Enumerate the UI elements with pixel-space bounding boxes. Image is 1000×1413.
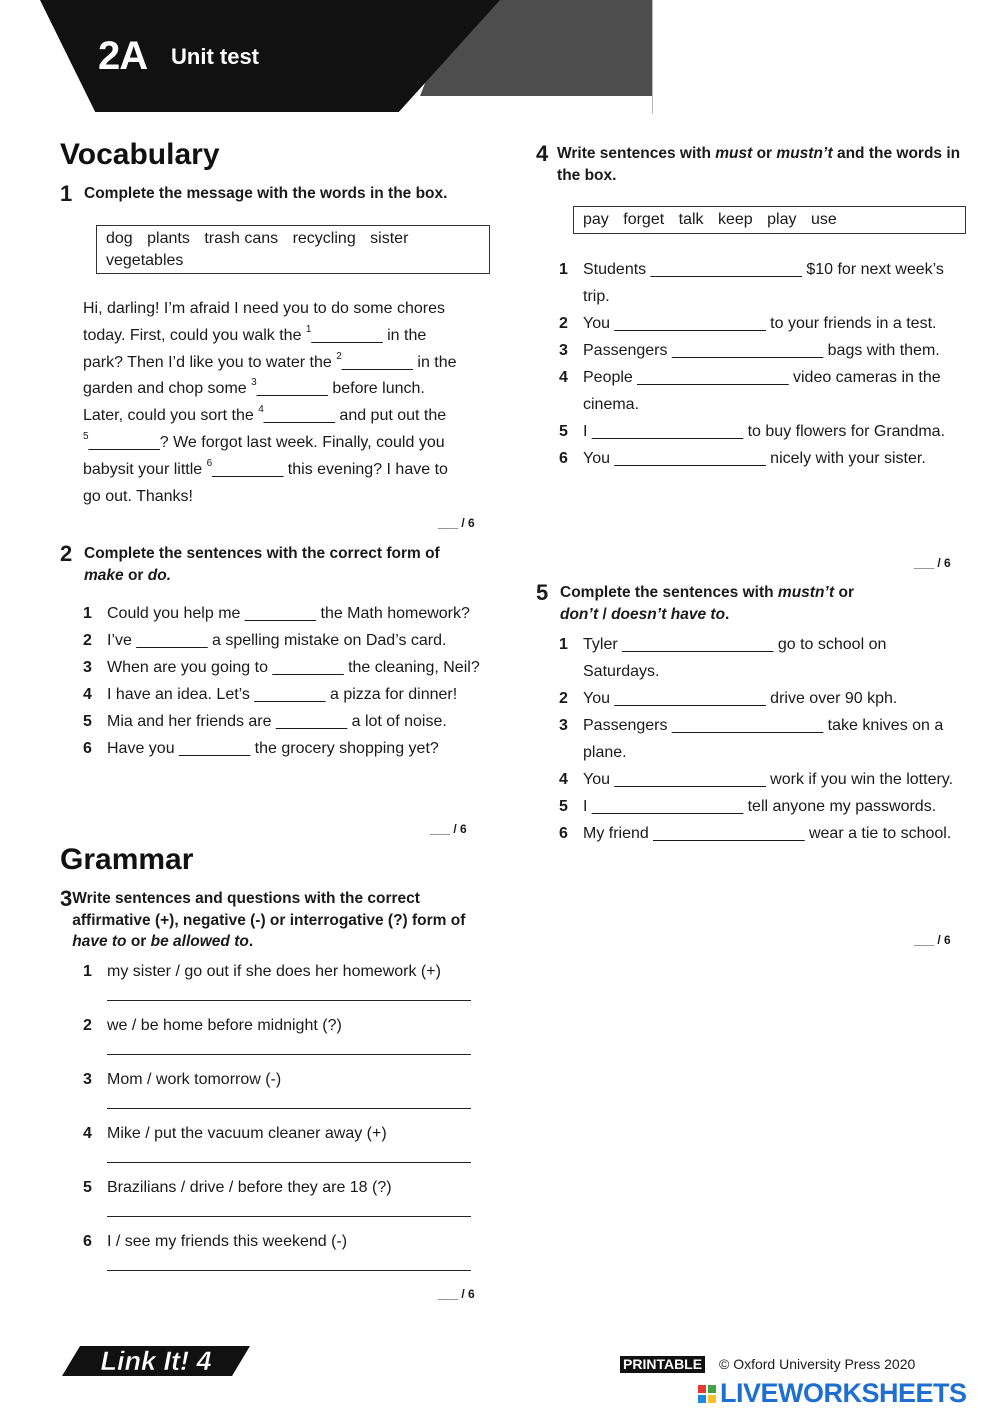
item-text[interactable]: Tyler _________________ go to school on Saturdays. bbox=[583, 636, 887, 680]
list-item: 5 I _________________ to buy flowers for Grandma. bbox=[559, 418, 957, 445]
exercise-1-header bbox=[60, 183, 490, 205]
list-item: 6 My friend _________________ wear a tie to school. bbox=[559, 820, 957, 847]
item-text[interactable]: I have an idea. Let’s ________ a pizza for dinner! bbox=[107, 686, 458, 703]
list-item: 5 Mia and her friends are ________ a lot of noise. bbox=[83, 708, 483, 735]
section-vocabulary: Vocabulary bbox=[60, 138, 220, 171]
list-item: 5 I _________________ tell anyone my passwords. bbox=[559, 793, 957, 820]
prompt-text: Mike / put the vacuum cleaner away (+) bbox=[107, 1125, 387, 1142]
answer-line[interactable] bbox=[107, 1270, 471, 1271]
copyright: © Oxford University Press 2020 bbox=[719, 1356, 916, 1372]
brand-text: LIVEWORKSHEETS bbox=[720, 1378, 967, 1408]
prompt-text: I / see my friends this weekend (-) bbox=[107, 1233, 348, 1250]
item-text[interactable]: When are you going to ________ the cleaning, Neil? bbox=[107, 659, 480, 676]
exercise-number: 3 bbox=[60, 886, 73, 911]
message-text bbox=[83, 296, 483, 510]
message-line: Later, could you sort the $^4$________ and put out the bbox=[83, 404, 447, 425]
list-item: 2 we / be home before midnight (?) bbox=[83, 1016, 483, 1070]
score-ex2: ___ / 6 bbox=[430, 822, 467, 836]
message-line: $^5$________? We forgot last week. Finally, could you bbox=[83, 430, 445, 451]
prompt-text: we / be home before midnight (?) bbox=[107, 1017, 342, 1034]
word-box-item: trash cans bbox=[204, 230, 279, 247]
word-box-item: play bbox=[767, 211, 797, 228]
answer-line[interactable] bbox=[107, 1000, 471, 1001]
item-text[interactable]: My friend _________________ wear a tie to school. bbox=[583, 825, 952, 842]
score-ex1: ___ / 6 bbox=[438, 516, 475, 530]
item-text[interactable]: Could you help me ________ the Math homework? bbox=[107, 605, 470, 622]
exercise-number: 1 bbox=[60, 181, 73, 206]
item-text[interactable]: You _________________ to your friends in a test. bbox=[583, 315, 937, 332]
list-item: 1 Students _________________ $10 for next week’s trip. bbox=[559, 256, 957, 310]
word-box-item: keep bbox=[717, 211, 753, 228]
list-item: 2 I’ve ________ a spelling mistake on Dad’s card. bbox=[83, 627, 483, 654]
list-item: 3 Mom / work tomorrow (-) bbox=[83, 1070, 483, 1124]
liveworksheets-brand bbox=[698, 1378, 967, 1409]
gap-5[interactable]: ________? We forgot last week. Finally, could you bbox=[88, 433, 445, 451]
word-box-item: recycling bbox=[292, 230, 356, 247]
word-box-4 bbox=[573, 206, 966, 234]
exercise-number: 5 bbox=[536, 580, 549, 605]
answer-line[interactable] bbox=[107, 1162, 471, 1163]
list-item: 4 You _________________ work if you win the lottery. bbox=[559, 766, 957, 793]
item-text[interactable]: Have you ________ the grocery shopping yet? bbox=[107, 740, 439, 757]
list-item: 3 When are you going to ________ the cleaning, Neil? bbox=[83, 654, 483, 681]
score-ex5: ___ / 6 bbox=[914, 933, 951, 947]
list-item: 6 Have you ________ the grocery shopping yet? bbox=[83, 735, 483, 762]
list-item: 1 Could you help me ________ the Math homework? bbox=[83, 600, 483, 627]
exercise-5-header bbox=[536, 582, 966, 625]
list-item: 6 You _________________ nicely with your sister. bbox=[559, 445, 957, 472]
exercise-2-items bbox=[83, 600, 483, 762]
message-line: babysit your little $^6$________ this evening? I have to bbox=[83, 457, 448, 478]
exercise-5-items bbox=[559, 631, 957, 847]
answer-line[interactable] bbox=[107, 1216, 471, 1217]
message-line: garden and chop some $^3$________ before lunch. bbox=[83, 377, 425, 398]
gap-3[interactable]: ________ before lunch. bbox=[256, 380, 425, 398]
word-box-item: pay bbox=[583, 211, 609, 228]
prompt-text: my sister / go out if she does her homework (+) bbox=[107, 963, 441, 980]
exercise-3-items bbox=[83, 962, 483, 1286]
item-text[interactable]: Passengers _________________ take knives on a plane. bbox=[583, 717, 944, 761]
exercise-number: 2 bbox=[60, 541, 73, 566]
word-box-1 bbox=[96, 225, 490, 274]
brand-grid-icon bbox=[698, 1385, 716, 1403]
item-text[interactable]: You _________________ nicely with your sister. bbox=[583, 450, 926, 467]
gap-6[interactable]: ________ this evening? I have to bbox=[212, 460, 448, 478]
answer-line[interactable] bbox=[107, 1054, 471, 1055]
prompt-text: Mom / work tomorrow (-) bbox=[107, 1071, 282, 1088]
exercise-instruction: Complete the message with the words in the box. bbox=[84, 185, 448, 202]
page-title: Unit test bbox=[171, 44, 259, 69]
exercise-number: 4 bbox=[536, 141, 549, 166]
item-text[interactable]: People _________________ video cameras in the cinema. bbox=[583, 369, 941, 413]
list-item: 3 Passengers _________________ take knives on a plane. bbox=[559, 712, 957, 766]
exercise-2-header bbox=[60, 543, 490, 586]
word-box-item: talk bbox=[678, 211, 704, 228]
exercise-4-header bbox=[536, 143, 966, 186]
message-line: go out. Thanks! bbox=[83, 487, 193, 505]
list-item: 5 Brazilians / drive / before they are 18 (?) bbox=[83, 1178, 483, 1232]
word-box-item: forget bbox=[623, 211, 665, 228]
exercise-4-items bbox=[559, 256, 957, 472]
word-box-item: sister bbox=[370, 230, 409, 247]
list-item: 1 my sister / go out if she does her homework (+) bbox=[83, 962, 483, 1016]
exercise-3-header bbox=[60, 888, 480, 953]
link-it-logo bbox=[62, 1338, 250, 1380]
item-text[interactable]: I’ve ________ a spelling mistake on Dad’s card. bbox=[107, 632, 447, 649]
list-item: 1 Tyler _________________ go to school on Saturdays. bbox=[559, 631, 957, 685]
prompt-text: Brazilians / drive / before they are 18 (?) bbox=[107, 1179, 392, 1196]
printable-badge: PRINTABLE bbox=[620, 1356, 705, 1373]
exercise-instruction: Write sentences with must or mustn’t and the words in the box. bbox=[557, 145, 961, 184]
gap-4[interactable]: ________ and put out the bbox=[263, 407, 447, 425]
word-box-item: plants bbox=[147, 230, 190, 247]
list-item: 6 I / see my friends this weekend (-) bbox=[83, 1232, 483, 1286]
item-text[interactable]: You _________________ work if you win the lottery. bbox=[583, 771, 954, 788]
item-text[interactable]: I _________________ to buy flowers for Grandma. bbox=[583, 423, 946, 440]
message-line: Hi, darling! I’m afraid I need you to do some chores bbox=[83, 300, 445, 317]
item-text[interactable]: I _________________ tell anyone my passwords. bbox=[583, 798, 937, 815]
word-box-item: use bbox=[810, 211, 837, 228]
gap-1[interactable]: ________ in the bbox=[311, 326, 427, 344]
list-item: 2 You _________________ to your friends in a test. bbox=[559, 310, 957, 337]
word-box-item: dog bbox=[106, 230, 133, 247]
message-line: today. First, could you walk the $^1$________ in the bbox=[83, 323, 427, 344]
score-ex4: ___ / 6 bbox=[914, 556, 951, 570]
logo-text: Link It! 4 bbox=[100, 1346, 212, 1376]
exercise-instruction: Complete the sentences with the correct form of make or do. bbox=[84, 545, 440, 584]
word-box-item: vegetables bbox=[106, 252, 184, 269]
unit-code: 2A bbox=[98, 34, 148, 78]
answer-line[interactable] bbox=[107, 1108, 471, 1109]
message-line: park? Then I’d like you to water the $^2$________ in the bbox=[83, 350, 457, 371]
item-text[interactable]: Students _________________ $10 for next week’s trip. bbox=[583, 261, 944, 305]
list-item: 4 People _________________ video cameras in the cinema. bbox=[559, 364, 957, 418]
section-grammar: Grammar bbox=[60, 843, 194, 876]
item-text[interactable]: Mia and her friends are ________ a lot of noise. bbox=[107, 713, 447, 730]
exercise-instruction: Complete the sentences with mustn’t or don’t / doesn’t have to. bbox=[560, 584, 854, 623]
exercise-instruction: Write sentences and questions with the correct affirmative (+), negative (-) or interrogative (?) form of have to or be allowed to. bbox=[72, 890, 466, 950]
gap-2[interactable]: ________ in the bbox=[341, 353, 457, 371]
score-ex3: ___ / 6 bbox=[438, 1287, 475, 1301]
header-divider bbox=[652, 0, 653, 114]
item-text[interactable]: You _________________ drive over 90 kph. bbox=[583, 690, 898, 707]
item-text[interactable]: Passengers _________________ bags with them. bbox=[583, 342, 940, 359]
list-item: 4 Mike / put the vacuum cleaner away (+) bbox=[83, 1124, 483, 1178]
list-item: 4 I have an idea. Let’s ________ a pizza for dinner! bbox=[83, 681, 483, 708]
list-item: 2 You _________________ drive over 90 kph. bbox=[559, 685, 957, 712]
list-item: 3 Passengers _________________ bags with them. bbox=[559, 337, 957, 364]
